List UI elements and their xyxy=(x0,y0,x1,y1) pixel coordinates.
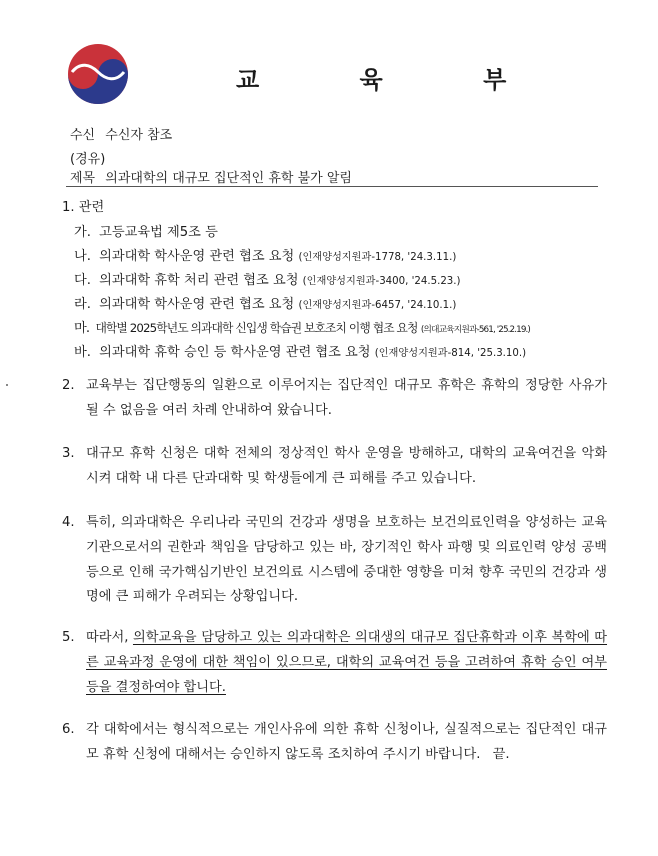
related-item-text: 의과대학 휴학 승인 등 학사운영 관련 협조 요청 xyxy=(99,345,371,360)
related-item xyxy=(74,341,526,360)
related-item-marker: 라. xyxy=(74,297,91,312)
related-item-text: 대학별 2025학년도 의과대학 신입생 학습권 보호조치 이행 협조 요청 xyxy=(95,321,418,335)
paragraph-number: 5. xyxy=(62,630,75,645)
ministry-emblem-icon xyxy=(66,42,130,106)
paragraph-lead: 따라서, xyxy=(86,630,133,645)
paragraph-number: 3. xyxy=(62,446,75,461)
related-item xyxy=(74,245,456,264)
related-item xyxy=(74,293,456,312)
end-mark: 끝. xyxy=(492,746,510,762)
related-item xyxy=(74,269,461,288)
related-item-text: 의과대학 학사운영 관련 협조 요청 xyxy=(99,297,295,312)
paragraph-number: 2. xyxy=(62,378,75,393)
subject-divider xyxy=(66,186,598,187)
paragraph-text-underlined: 의학교육을 담당하고 있는 의과대학은 의대생의 대규모 집단휴학과 이후 복학에 따른 교육과정 운영에 대한 책임이 있으므로, 대학의 교육여건 등을 고려하여 휴학 승인 여부 등을 결정하여야 합니다. xyxy=(86,630,608,695)
subject-value: 의과대학의 대규모 집단적인 휴학 불가 알림 xyxy=(105,171,352,186)
paragraph-2 xyxy=(62,374,607,424)
recipient-value: 수신자 참조 xyxy=(105,128,173,143)
recipient-line xyxy=(70,124,172,143)
paragraph-text: 대규모 휴학 신청은 대학 전체의 정상적인 학사 운영을 방해하고, 대학의 교육여건을 악화시켜 대학 내 다른 단과대학 및 학생들에게 큰 피해를 주고 있습니다. xyxy=(86,446,607,486)
related-item-text: 고등교육법 제5조 등 xyxy=(99,225,218,240)
related-item xyxy=(74,221,218,240)
paragraph-number: 6. xyxy=(62,722,75,737)
related-item-text: 의과대학 학사운영 관련 협조 요청 xyxy=(99,249,295,264)
via-line: (경유) xyxy=(70,152,106,167)
paragraph-text: 교육부는 집단행동의 일환으로 이루어지는 집단적인 대규모 휴학은 휴학의 정당한 사유가 될 수 없음을 여러 차례 안내하여 왔습니다. xyxy=(86,378,607,418)
paragraph-text: 특히, 의과대학은 우리나라 국민의 건강과 생명을 보호하는 보건의료인력을 양성하는 교육기관으로서의 권한과 책임을 담당하고 있는 바, 장기적인 학사 파행 및 의료인력 양성 공백 등으로 인해 국가핵심기반인 보건의료 시스템에 중대한 영향을 미쳐 향후 국민의 건강과 생명에 큰 피해가 우려되는 상황입니다. xyxy=(86,515,607,605)
related-item-ref: (의대교육지원과-561, '25.2.19.) xyxy=(420,325,530,335)
paragraph-3 xyxy=(62,442,607,492)
related-item-ref: (인재양성지원과-3400, '24.5.23.) xyxy=(302,276,461,287)
paragraph-6 xyxy=(62,718,607,768)
paragraph-text: 각 대학에서는 형식적으로는 개인사유에 의한 휴학 신청이나, 실질적으로는 집단적인 대규모 휴학 신청에 대해서는 승인하지 않도록 조치하여 주시기 바랍니다. xyxy=(86,722,607,762)
related-item-marker: 바. xyxy=(74,345,91,360)
related-item-marker: 나. xyxy=(74,249,91,264)
subject-line xyxy=(70,167,352,186)
related-item-text: 의과대학 휴학 처리 관련 협조 요청 xyxy=(99,273,299,288)
paragraph-5 xyxy=(62,626,607,700)
subject-label: 제목 xyxy=(70,171,96,186)
scan-speck xyxy=(6,384,8,386)
organization-name: 교 육 부 xyxy=(236,66,553,94)
paragraph-number: 4. xyxy=(62,515,75,530)
related-item-marker: 다. xyxy=(74,273,91,288)
related-item-marker: 마. xyxy=(74,321,90,336)
related-item-ref: (인재양성지원과-1778, '24.3.11.) xyxy=(298,252,457,263)
recipient-label: 수신 xyxy=(70,128,96,143)
related-item-ref: (인재양성지원과-6457, '24.10.1.) xyxy=(298,300,457,311)
paragraph-4 xyxy=(62,511,607,610)
section-1-heading: 1. 관련 xyxy=(62,200,105,215)
related-item-marker: 가. xyxy=(74,225,91,240)
related-item-ref: (인재양성지원과-814, '25.3.10.) xyxy=(374,348,527,359)
related-item xyxy=(74,317,530,336)
